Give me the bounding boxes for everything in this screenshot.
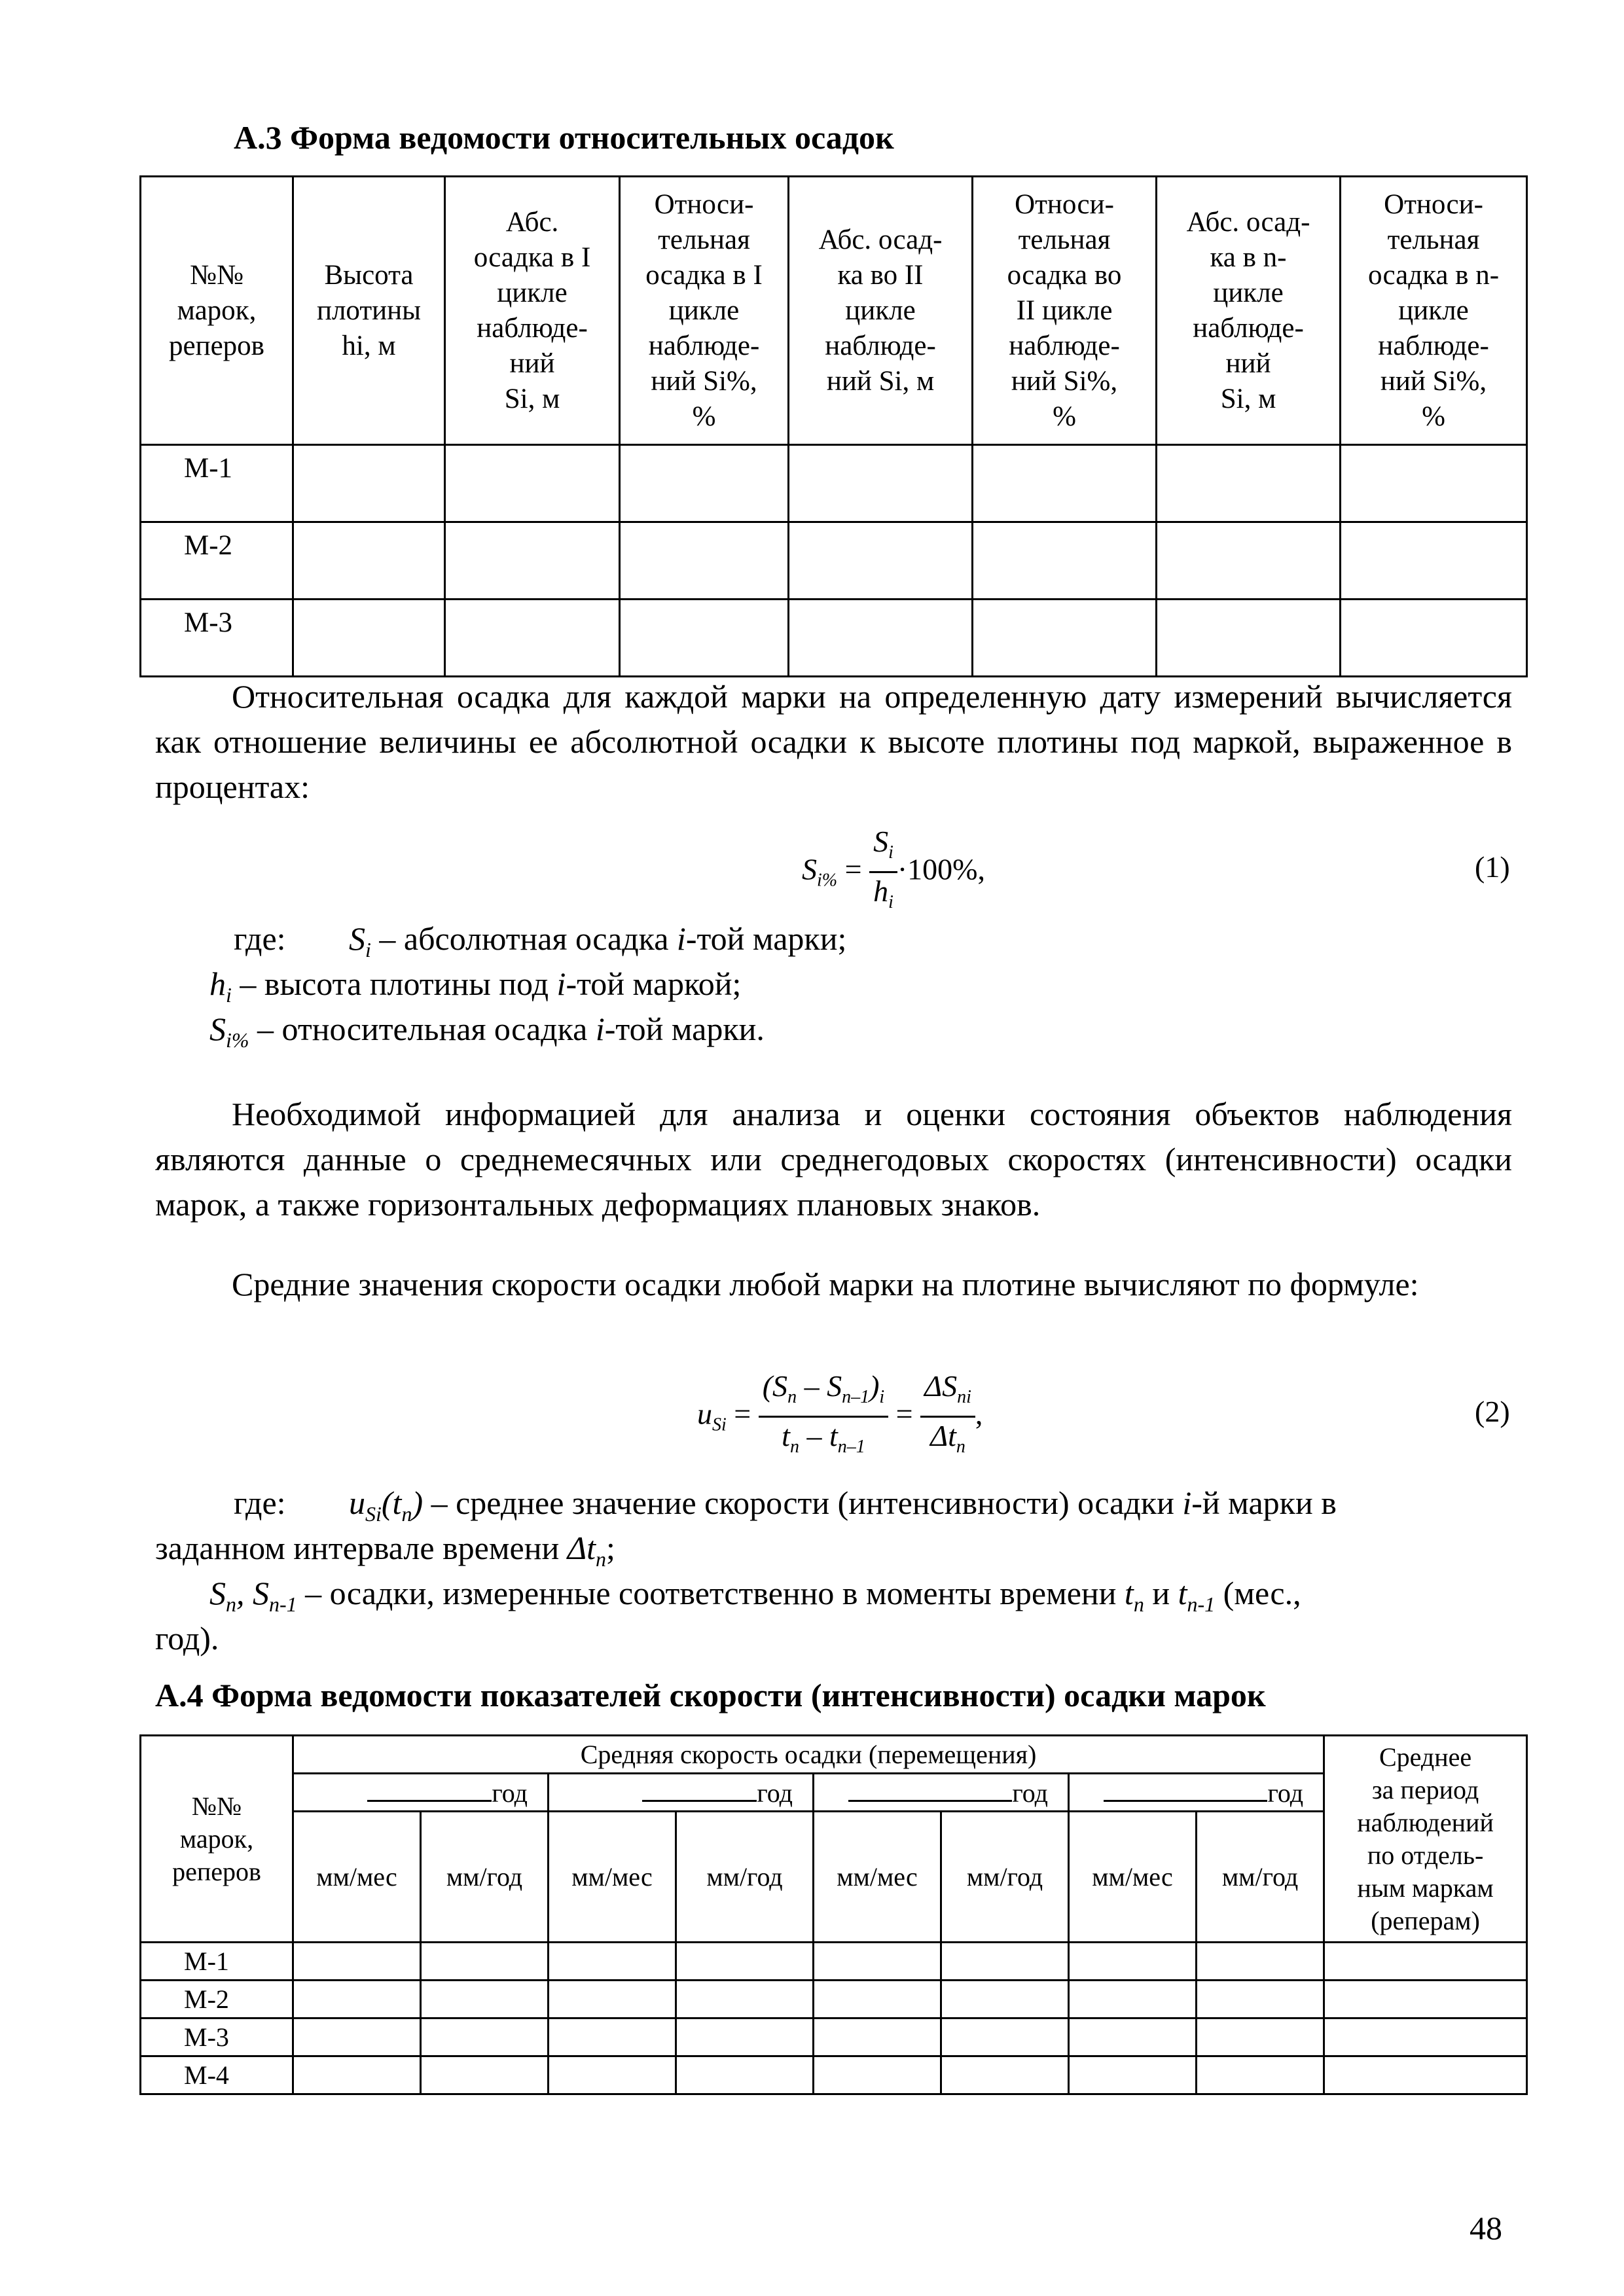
formula-2: $u_{Si}$ = $\frac{(S_n - S_{n-1})_i}{t_n - t_{n-1}}$ = $\frac{\Delta S_{ni}}{\Delta t_n}$ , xyxy=(697,1369,983,1458)
table1-header-abs-cyclen: Абс. осад- ка в n- цикле наблюде- ний Si, м xyxy=(1157,177,1341,445)
where2-line-usi: $u_{Si}(t_n)$ – среднее значение скорости (интенсивности) осадки i-й марки в xyxy=(349,1484,1337,1526)
table2-header-average-period: Среднее за период наблюдений по отдель- ным маркам (реперам) xyxy=(1324,1736,1527,1943)
table1-header-rel-cyclen: Относи- тельная осадка в n- цикле наблюде- ний Si%, % xyxy=(1341,177,1527,445)
section-a3-title: А.3 Форма ведомости относительных осадок xyxy=(234,119,894,156)
row-label-m2: М-2 xyxy=(141,1981,293,2018)
table2-header-mark: №№ марок, реперов xyxy=(141,1736,293,1943)
unit-mm-month: мм/мес xyxy=(1069,1812,1197,1943)
unit-mm-year: мм/год xyxy=(1197,1812,1324,1943)
table1-header-abs-cycle2: Абс. осад- ка во II цикле наблюде- ний Si, м xyxy=(789,177,973,445)
where1-line-hi: $h_i$ – высота плотины под i-той маркой; xyxy=(209,965,742,1007)
row-label-m1: М-1 xyxy=(141,445,293,522)
row-label-m2: М-2 xyxy=(141,522,293,600)
table1-header-mark: №№ марок, реперов xyxy=(141,177,293,445)
table1-header-abs-cycle1: Абс. осадка в I цикле наблюде- ний Si, м xyxy=(445,177,620,445)
table1-header-height: Высота плотины hi, м xyxy=(293,177,445,445)
section-a4-title: А.4 Форма ведомости показателей скорости (интенсивности) осадки марок xyxy=(155,1677,1266,1713)
paragraph-necessary-info: Необходимой информацией для анализа и оценки состояния объектов наблюдения являются данные о среднемесячных или среднегодовых скоростях (интенсивности) осадки марок, а также горизонтальных деформациях плановых знаков. xyxy=(155,1096,1512,1223)
where-label-1: где: xyxy=(234,920,286,957)
table-row xyxy=(141,1981,1527,2018)
formula-1: $S_{i\%}$ = $\frac{S_i}{h_i}$ ·100%, xyxy=(802,825,985,913)
unit-mm-month: мм/мес xyxy=(814,1812,941,1943)
table-row xyxy=(141,1943,1527,1981)
unit-mm-month: мм/мес xyxy=(549,1812,676,1943)
where1-line-si-pct: $S_{i\%}$ – относительная осадка i-той марки. xyxy=(209,1011,765,1052)
table2-header-average-speed: Средняя скорость осадки (перемещения) xyxy=(293,1736,1324,1774)
where2-line-sn: $S_n$, $S_{n-1}$ – осадки, измеренные соответственно в моменты времени $t_n$ и $t_{n-1}$ (мес., xyxy=(209,1575,1301,1616)
unit-mm-month: мм/мес xyxy=(293,1812,421,1943)
table2-year-2: год xyxy=(549,1774,814,1812)
table2-year-3: год xyxy=(814,1774,1069,1812)
where1-line-si: $S_i$ – абсолютная осадка i-той марки; xyxy=(349,920,847,961)
table-row xyxy=(141,2056,1527,2094)
table-row xyxy=(141,2018,1527,2056)
table1-header-rel-cycle2: Относи- тельная осадка во II цикле наблюде- ний Si%, % xyxy=(973,177,1157,445)
table-row xyxy=(141,445,1527,522)
row-label-m3: М-3 xyxy=(141,2018,293,2056)
page-number: 48 xyxy=(1470,2210,1502,2246)
table1-header-row xyxy=(141,177,1527,445)
table2-header-row-years xyxy=(141,1774,1527,1812)
row-label-m4: М-4 xyxy=(141,2056,293,2094)
unit-mm-year: мм/год xyxy=(676,1812,814,1943)
unit-mm-year: мм/год xyxy=(941,1812,1069,1943)
settlement-speed-table xyxy=(139,1734,1528,2095)
paragraph-relative-settlement: Относительная осадка для каждой марки на определенную дату измерений вычисляется как отношение величины ее абсолютной осадки к высоте плотины под маркой, выраженное в процентах: xyxy=(155,678,1512,805)
table2-year-4: год xyxy=(1069,1774,1324,1812)
table2-year-1: год xyxy=(293,1774,549,1812)
equation-number-1: (1) xyxy=(1475,850,1510,884)
where2-line-interval: заданном интервале времени $\Delta t_n$; xyxy=(155,1530,615,1571)
where-label-2: где: xyxy=(234,1484,286,1521)
equation-number-2: (2) xyxy=(1475,1395,1510,1428)
table-row xyxy=(141,600,1527,677)
table2-header-row-1 xyxy=(141,1736,1527,1774)
relative-settlement-table xyxy=(139,175,1528,677)
table1-header-rel-cycle1: Относи- тельная осадка в I цикле наблюде- ний Si%, % xyxy=(620,177,789,445)
row-label-m3: М-3 xyxy=(141,600,293,677)
table2-header-row-units xyxy=(141,1812,1527,1943)
table-row xyxy=(141,522,1527,600)
where2-line-year: год). xyxy=(155,1620,219,1657)
paragraph-average-speed: Средние значения скорости осадки любой марки на плотине вычисляют по формуле: xyxy=(232,1266,1419,1302)
row-label-m1: М-1 xyxy=(141,1943,293,1981)
unit-mm-year: мм/год xyxy=(421,1812,549,1943)
